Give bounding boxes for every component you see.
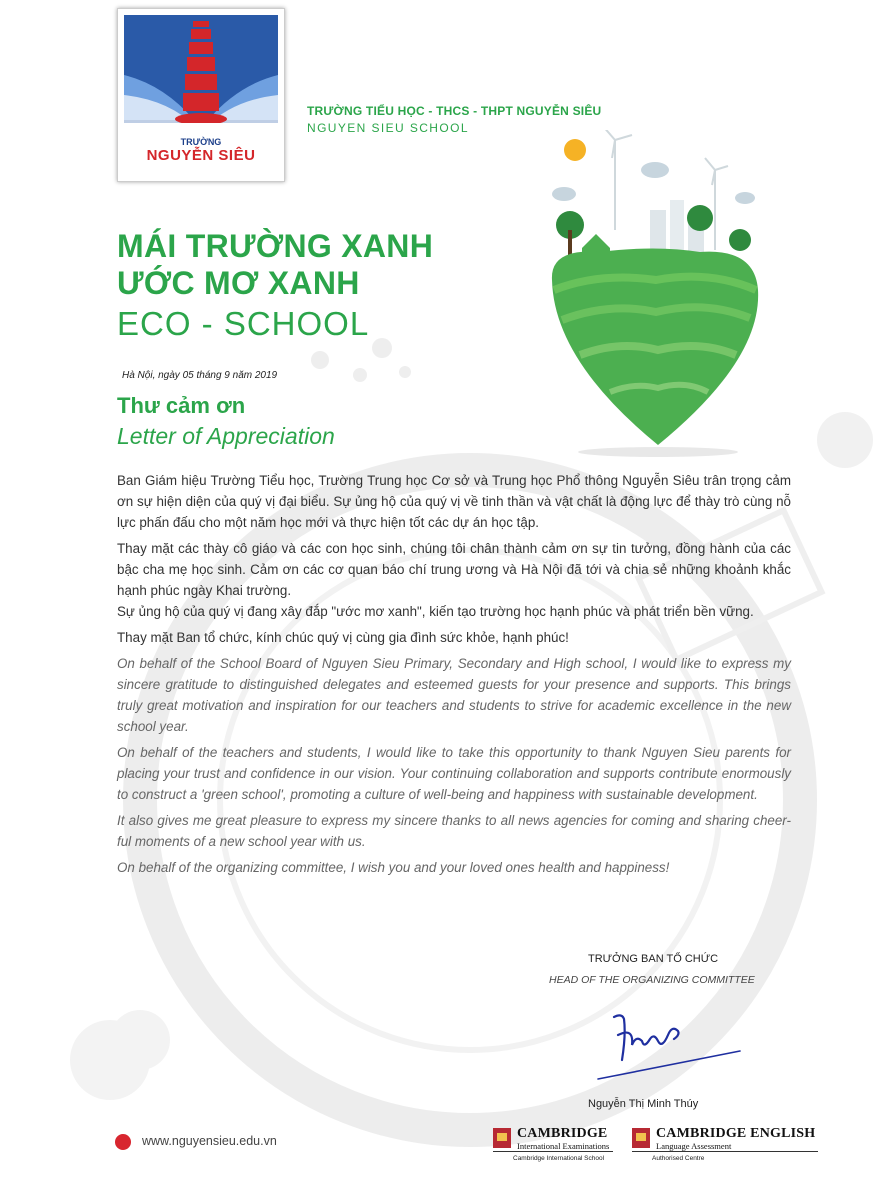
body-vn-paragraph: Thay mặt Ban tổ chức, kính chúc quý vị cùng gia đình sức khỏe, hạnh phúc!	[117, 630, 569, 645]
school-name-vn: TRƯỜNG TIỂU HỌC - THCS - THPT NGUYỄN SIÊU	[307, 104, 602, 118]
signatory-role-en: HEAD OF THE ORGANIZING COMMITTEE	[549, 974, 755, 986]
body-vn-paragraph: Sự ủng hộ của quý vị đang xây đắp "ước mơ xanh", kiến tạo trường học hạnh phúc và phát triển bền vững.	[117, 604, 754, 619]
logo-label	[124, 123, 278, 175]
body-en-paragraph: On behalf of the organizing committee, I wish you and your loved ones health and happiness!	[117, 860, 670, 875]
globe-icon	[115, 1134, 131, 1150]
eco-heart-illustration	[540, 130, 770, 460]
letter-date: Hà Nội, ngày 05 tháng 9 năm 2019	[122, 370, 278, 381]
cambridge-international-logo	[493, 1126, 613, 1166]
sun-icon	[564, 139, 586, 161]
signatory-role-vn: TRƯỞNG BAN TỔ CHỨC	[588, 953, 719, 965]
website-link[interactable]: www.nguyensieu.edu.vn	[142, 1134, 277, 1148]
cambridge-title: CAMBRIDGE	[517, 1126, 608, 1141]
cambridge-english-caption: Authorised Centre	[652, 1155, 705, 1162]
cambridge-shield-icon	[493, 1128, 511, 1148]
divider	[493, 1151, 613, 1152]
letter-heading-en: Letter of Appreciation	[117, 423, 335, 449]
title-line-3: ECO - SCHOOL	[117, 305, 370, 342]
body-en-paragraph: On behalf of the teachers and students, I would like to take this opportunity to thank Nguyen Sieu parents for placing your trust and confidence in our vision. Your continuing collaboration and supports contribute enormously to construct a 'green school', promoting a culture of well-being and happiness with sustainable development.	[117, 745, 791, 802]
cambridge-english-subtitle: Language Assessment	[656, 1141, 732, 1151]
logo-school-name: NGUYỄN SIÊU	[146, 147, 256, 164]
cambridge-shield-icon	[632, 1128, 650, 1148]
logo-small-text: TRƯỜNG	[180, 137, 222, 147]
divider	[632, 1151, 818, 1152]
body-vn-paragraph: Thay mặt các thày cô giáo và các con học sinh, chúng tôi chân thành cảm ơn sự tin tưởng, đồng hành của các bậc cha mẹ học sinh. Cảm ơn các cơ quan báo chí trung ương và Hà Nội đã tới và chia sẻ những khoảnh khắc hạnh phúc ngày Khai trường.	[117, 541, 791, 598]
title-line-1: MÁI TRƯỜNG XANH	[117, 228, 434, 264]
body-en-paragraph: On behalf of the School Board of Nguyen Sieu Primary, Secondary and High school, I would like to express my sincere gratitude to distinguished delegates and esteemed guests for your presence and supports. This brings truly great motivation and inspiration for our teachers and students to strive for academic excellence in the new school year.	[117, 656, 791, 734]
signatory-name: Nguyễn Thị Minh Thúy	[588, 1098, 699, 1110]
title-line-2: ƯỚC MƠ XANH	[117, 265, 360, 301]
cambridge-caption: Cambridge International School	[513, 1155, 605, 1162]
cambridge-english-title: CAMBRIDGE ENGLISH	[656, 1126, 816, 1141]
body-vn-paragraph: Ban Giám hiệu Trường Tiểu học, Trường Trung học Cơ sở và Trung học Phổ thông Nguyễn Siêu trân trọng cảm ơn sự hiện diện của quý vị đại biểu. Sự ủng hộ của quý vị về tinh thần và vật chất là động lực để thày trò cùng nỗ lực phấn đấu cho một năm học mới và thực hiện tốt các dự án học tập.	[117, 473, 791, 530]
letter-heading-vn: Thư cảm ơn	[117, 393, 246, 418]
cambridge-english-logo	[632, 1126, 818, 1166]
handwritten-signature	[594, 1005, 754, 1085]
cambridge-subtitle: International Examinations	[517, 1141, 610, 1151]
school-name-en: NGUYEN SIEU SCHOOL	[307, 121, 469, 135]
body-en-paragraph: It also gives me great pleasure to express my sincere thanks to all news agencies for coming and sharing cheer-ful moments of a new school year with us.	[117, 813, 791, 849]
letter-body	[117, 470, 791, 883]
logo-emblem	[124, 15, 278, 175]
school-logo	[117, 8, 285, 182]
